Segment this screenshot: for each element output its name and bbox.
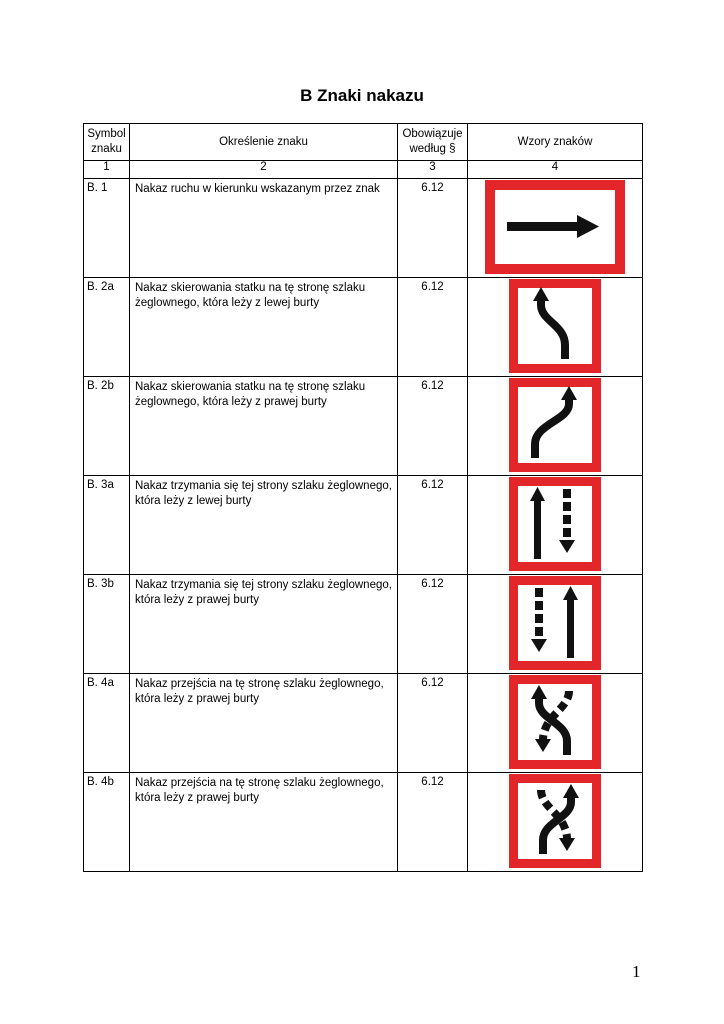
sign-section: 6.12 bbox=[398, 179, 468, 278]
sign-section: 6.12 bbox=[398, 476, 468, 575]
header-patterns: Wzory znaków bbox=[468, 124, 643, 161]
sign-section: 6.12 bbox=[398, 773, 468, 872]
sign-description: Nakaz skierowania statku na tę stronę szlaku żeglownego, która leży z lewej burty bbox=[130, 278, 398, 377]
sign-symbol: B. 4a bbox=[84, 674, 130, 773]
cross-over-a-sign-icon bbox=[509, 675, 601, 769]
page-title: B Znaki nakazu bbox=[300, 86, 424, 105]
arrow-right-sign-icon bbox=[485, 180, 625, 274]
keep-left-sign-icon bbox=[509, 477, 601, 571]
table-row bbox=[84, 773, 643, 872]
sign-section: 6.12 bbox=[398, 575, 468, 674]
header-symbol: Symbol znaku bbox=[84, 124, 130, 161]
table-row bbox=[84, 377, 643, 476]
sign-description: Nakaz trzymania się tej strony szlaku żeglownego, która leży z prawej burty bbox=[130, 575, 398, 674]
sign-section: 6.12 bbox=[398, 674, 468, 773]
curve-left-sign-icon bbox=[509, 279, 601, 373]
keep-right-sign-icon bbox=[509, 576, 601, 670]
header-description: Określenie znaku bbox=[130, 124, 398, 161]
table-row bbox=[84, 278, 643, 377]
sign-description: Nakaz trzymania się tej strony szlaku żeglownego, która leży z lewej burty bbox=[130, 476, 398, 575]
column-number: 3 bbox=[398, 161, 468, 179]
sign-description: Nakaz przejścia na tę stronę szlaku żeglownego, która leży z prawej burty bbox=[130, 674, 398, 773]
sign-symbol: B. 4b bbox=[84, 773, 130, 872]
sign-symbol: B. 2a bbox=[84, 278, 130, 377]
signs-table bbox=[83, 123, 643, 872]
sign-description: Nakaz skierowania statku na tę stronę szlaku żeglownego, która leży z prawej burty bbox=[130, 377, 398, 476]
sign-symbol: B. 2b bbox=[84, 377, 130, 476]
page-number: 1 bbox=[632, 962, 641, 981]
sign-symbol: B. 1 bbox=[84, 179, 130, 278]
curve-right-sign-icon bbox=[509, 378, 601, 472]
header-row bbox=[84, 124, 643, 161]
cross-over-b-sign-icon bbox=[509, 774, 601, 868]
sign-description: Nakaz ruchu w kierunku wskazanym przez znak bbox=[130, 179, 398, 278]
sign-symbol: B. 3a bbox=[84, 476, 130, 575]
table-row bbox=[84, 575, 643, 674]
column-number: 4 bbox=[468, 161, 643, 179]
table-row bbox=[84, 179, 643, 278]
table-row bbox=[84, 476, 643, 575]
table-row bbox=[84, 674, 643, 773]
sign-section: 6.12 bbox=[398, 278, 468, 377]
sign-symbol: B. 3b bbox=[84, 575, 130, 674]
column-number: 1 bbox=[84, 161, 130, 179]
header-section: Obowiązuje według § bbox=[398, 124, 468, 161]
column-number-row bbox=[84, 161, 643, 179]
column-number: 2 bbox=[130, 161, 398, 179]
sign-description: Nakaz przejścia na tę stronę szlaku żeglownego, która leży z prawej burty bbox=[130, 773, 398, 872]
sign-section: 6.12 bbox=[398, 377, 468, 476]
